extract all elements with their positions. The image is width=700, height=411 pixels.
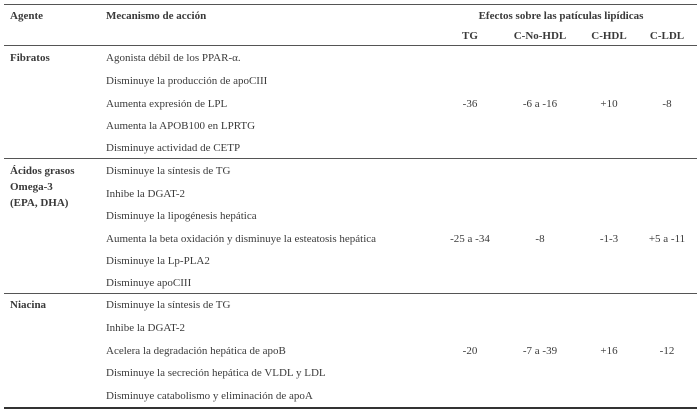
mechanism-item: Disminuye la síntesis de TG <box>106 165 231 177</box>
mechanism-item: Inhibe la DGAT-2 <box>106 188 186 200</box>
agent-name-line: (EPA, DHA) <box>10 197 69 209</box>
header-col-cnohdl: C-No-HDL <box>513 30 567 42</box>
row-divider <box>4 293 697 294</box>
mechanism-item: Acelera la degradación hepática de apoB <box>106 345 286 357</box>
value-tg: -25 a -34 <box>450 233 490 245</box>
header-agent: Agente <box>10 10 43 22</box>
value-tg: -20 <box>462 345 478 357</box>
value-tg: -36 <box>462 98 478 110</box>
mechanism-item: Disminuye actividad de CETP <box>106 142 241 154</box>
header-rule <box>4 45 697 46</box>
agent-name: Ácidos grasos <box>10 165 75 177</box>
mechanism-item: Disminuye la secreción hepática de VLDL y LDL <box>106 367 326 379</box>
top-rule <box>4 4 697 5</box>
mechanism-item: Disminuye la producción de apoCIII <box>106 75 268 87</box>
header-col-tg: TG <box>462 30 478 42</box>
agent-name: Niacina <box>10 299 47 311</box>
header-effects: Efectos sobre las patículas lipídicas <box>478 10 644 22</box>
value-cnohdl: -8 <box>535 233 545 245</box>
mechanism-item: Aumenta la APOB100 en LPRTG <box>106 120 256 132</box>
mechanism-item: Disminuye la síntesis de TG <box>106 299 231 311</box>
bottom-rule <box>4 407 697 409</box>
mechanism-item: Inhibe la DGAT-2 <box>106 322 186 334</box>
value-cnohdl: -6 a -16 <box>522 98 558 110</box>
agent-name-line: Omega-3 <box>10 181 53 193</box>
value-chdl: -1-3 <box>599 233 619 245</box>
mechanism-item: Aumenta la beta oxidación y disminuye la esteatosis hepática <box>106 233 377 245</box>
header-mechanism: Mecanismo de acción <box>106 10 207 22</box>
value-cldl: -8 <box>662 98 672 110</box>
header-col-chdl: C-HDL <box>591 30 627 42</box>
value-chdl: +10 <box>600 98 618 110</box>
mechanism-item: Agonista débil de los PPAR-α. <box>106 52 241 64</box>
value-cldl: -12 <box>659 345 675 357</box>
mechanism-item: Disminuye la lipogénesis hepática <box>106 210 257 222</box>
value-cnohdl: -7 a -39 <box>522 345 558 357</box>
mechanism-item: Disminuye catabolismo y eliminación de apoA <box>106 390 313 402</box>
agent-name: Fibratos <box>10 52 50 64</box>
value-chdl: +16 <box>600 345 618 357</box>
header-col-cldl: C-LDL <box>649 30 685 42</box>
mechanism-item: Disminuye la Lp-PLA2 <box>106 255 210 267</box>
mechanism-item: Aumenta expresión de LPL <box>106 98 228 110</box>
mechanism-item: Disminuye apoCIII <box>106 277 192 289</box>
row-divider <box>4 158 697 159</box>
value-cldl: +5 a -11 <box>648 233 686 245</box>
